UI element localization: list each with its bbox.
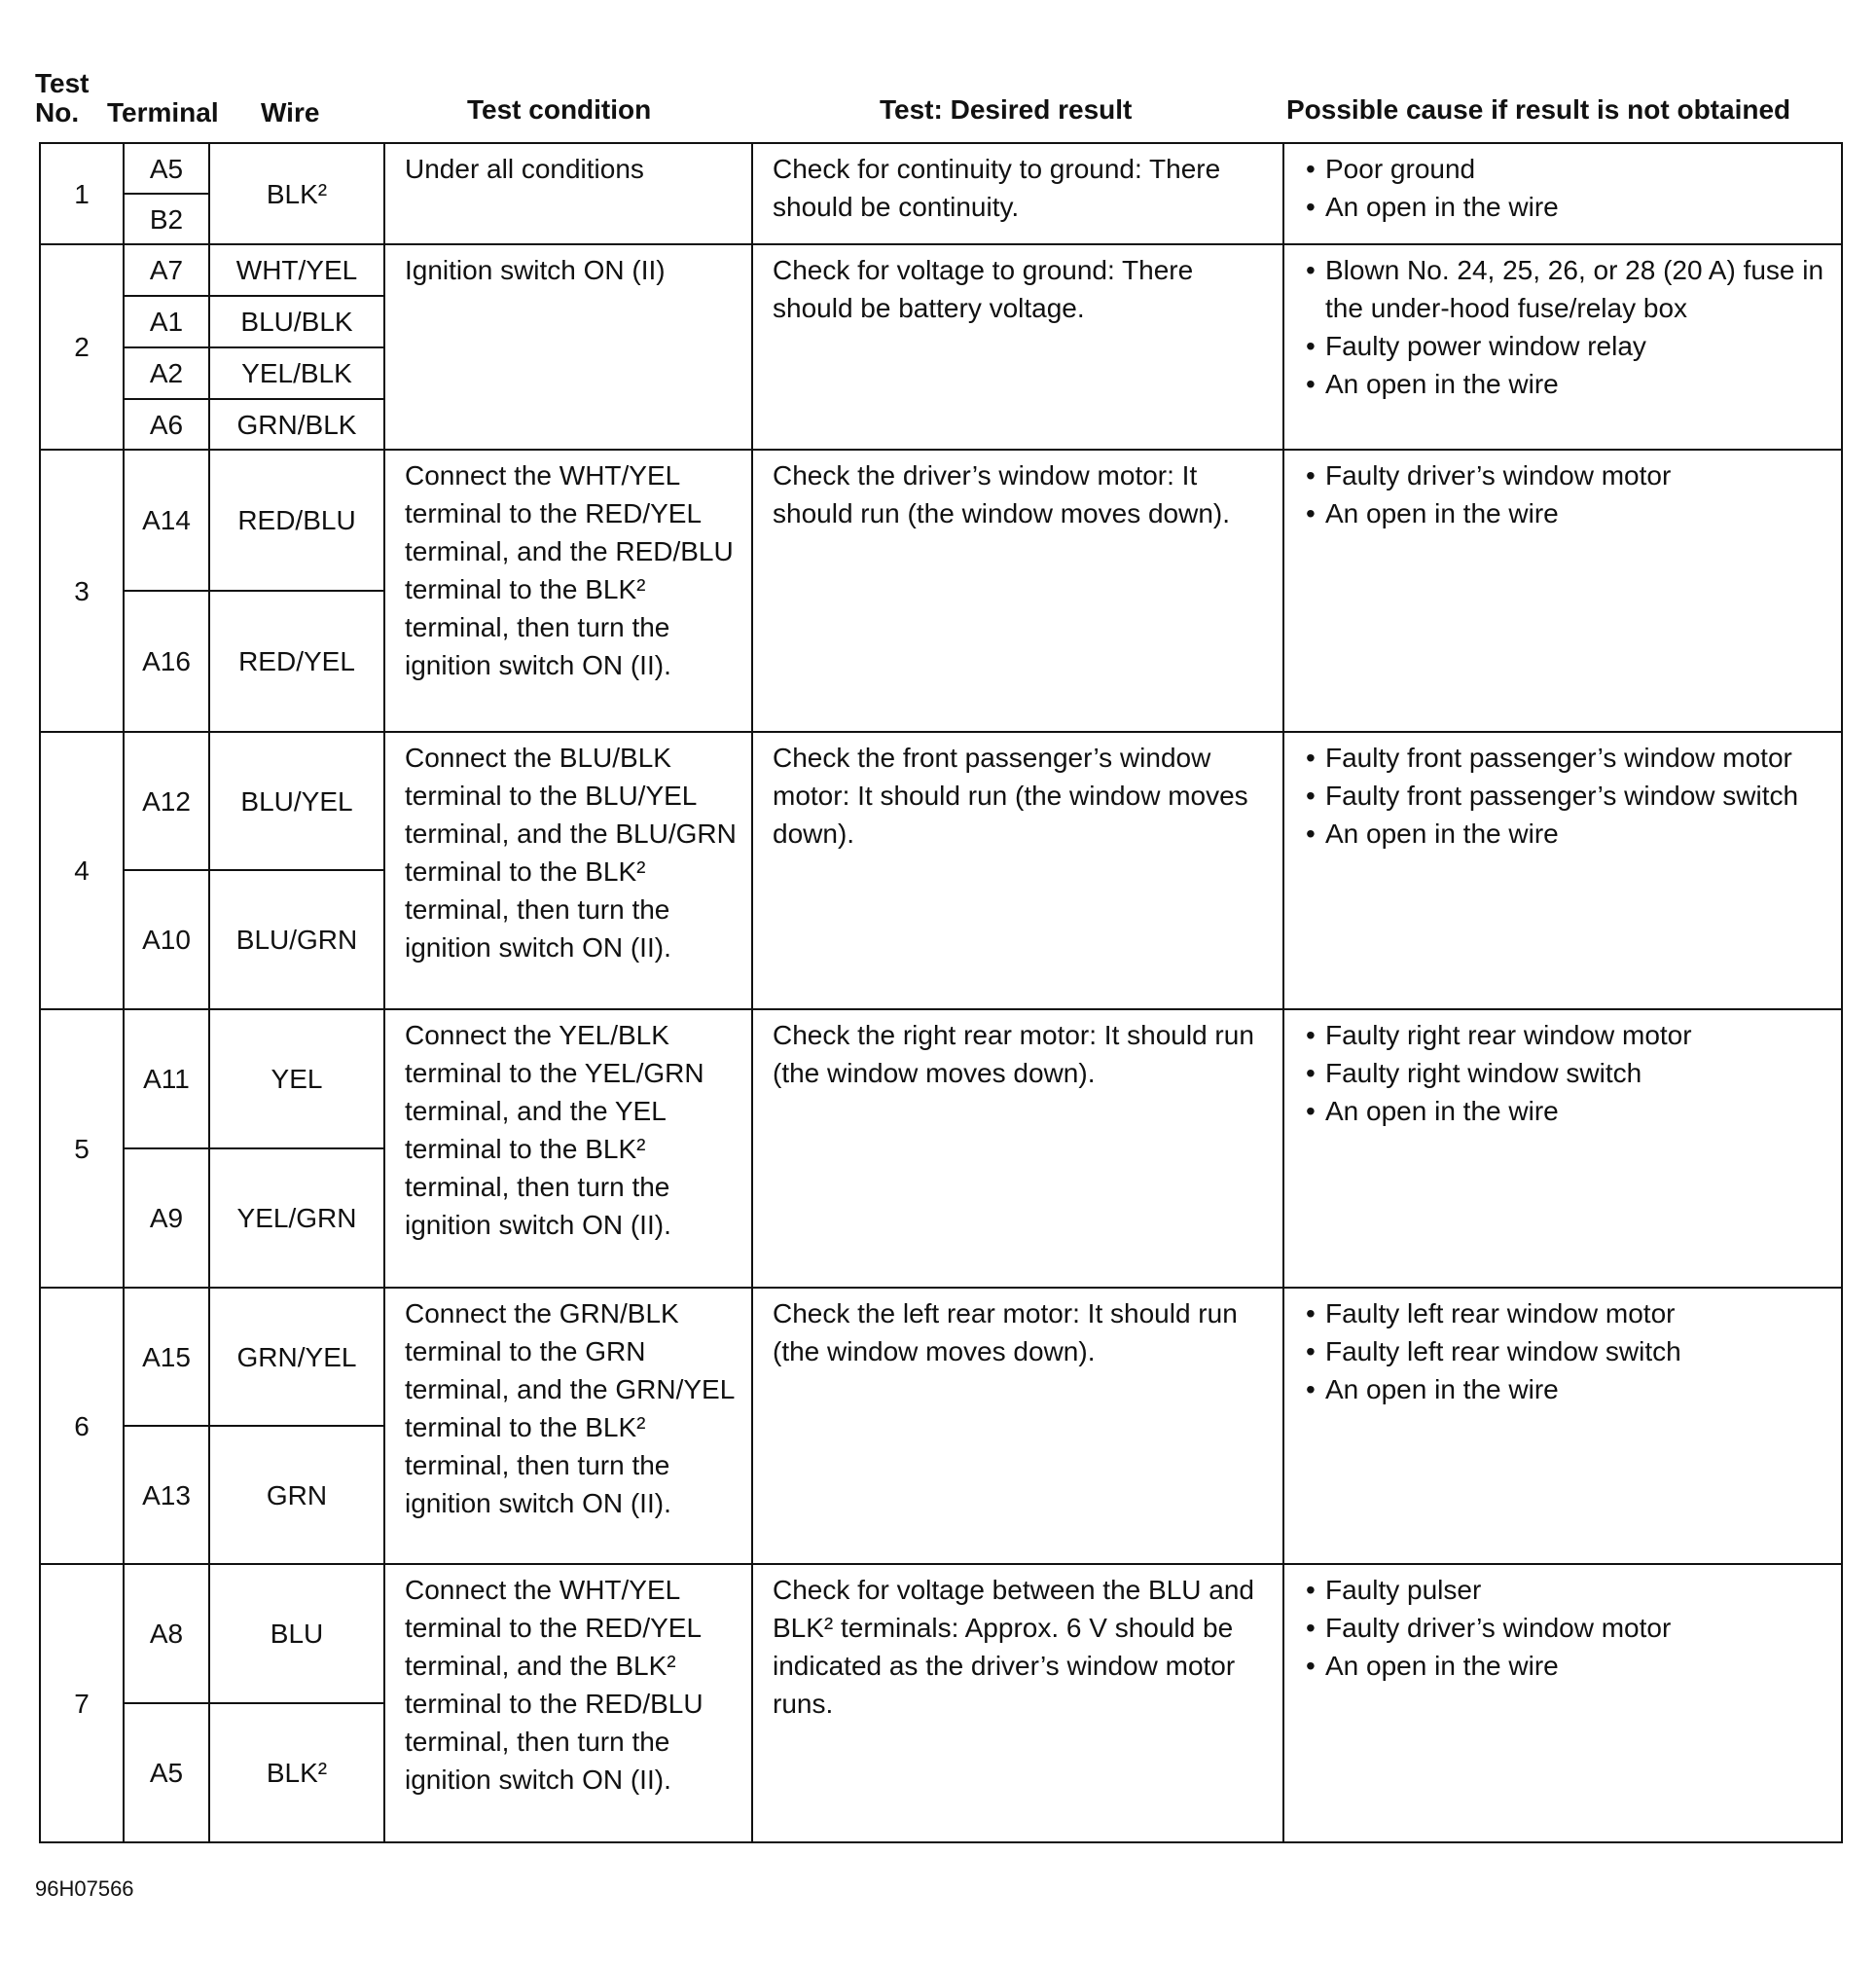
header-possible-cause: Possible cause if result is not obtained — [1286, 94, 1791, 125]
wire-cell: YEL — [209, 1009, 384, 1148]
header-test: Test — [35, 68, 90, 98]
cause-item: • Faulty right window switch — [1304, 1054, 1831, 1092]
wire-cell: BLU/BLK — [209, 296, 384, 347]
wire-cell: BLU/GRN — [209, 870, 384, 1009]
desired-result-cell: Check for voltage to ground: There should be battery voltage. — [752, 244, 1283, 450]
test-table — [39, 142, 1843, 1843]
cause-item: • Faulty left rear window motor — [1304, 1294, 1831, 1332]
possible-cause-cell — [1283, 1564, 1842, 1842]
wire-cell: WHT/YEL — [209, 244, 384, 296]
terminal-cell: B2 — [124, 194, 209, 244]
terminal-cell: A13 — [124, 1426, 209, 1564]
test-condition-cell: Connect the WHT/YEL terminal to the RED/YEL terminal, and the BLK² terminal to the RED/BLU terminal, then turn the ignition switch ON (II). — [384, 1564, 752, 1842]
cause-item: • An open in the wire — [1304, 365, 1831, 403]
test-number: 2 — [40, 244, 124, 450]
desired-result-cell: Check the left rear motor: It should run (the window moves down). — [752, 1288, 1283, 1564]
cause-item: • Faulty pulser — [1304, 1571, 1831, 1609]
wire-cell: GRN — [209, 1426, 384, 1564]
terminal-cell: A11 — [124, 1009, 209, 1148]
cause-item: • Faulty driver’s window motor — [1304, 1609, 1831, 1647]
possible-cause-cell — [1283, 244, 1842, 450]
cause-item: • Faulty front passenger’s window motor — [1304, 739, 1831, 777]
possible-cause-cell — [1283, 143, 1842, 244]
wire-cell: YEL/GRN — [209, 1148, 384, 1288]
possible-cause-cell — [1283, 1288, 1842, 1564]
terminal-cell: A2 — [124, 347, 209, 399]
cause-item: • Faulty power window relay — [1304, 327, 1831, 365]
possible-cause-cell — [1283, 732, 1842, 1009]
header-test-condition: Test condition — [467, 94, 652, 125]
wire-cell: BLU — [209, 1564, 384, 1703]
table-row — [40, 1009, 1842, 1148]
cause-item: • An open in the wire — [1304, 1647, 1831, 1685]
test-condition-cell: Connect the WHT/YEL terminal to the RED/YEL terminal, and the RED/BLU terminal to the BLK² terminal, then turn the ignition switch ON (II). — [384, 450, 752, 732]
cause-item: • Faulty driver’s window motor — [1304, 456, 1831, 494]
test-number: 5 — [40, 1009, 124, 1288]
wire-cell: GRN/BLK — [209, 399, 384, 450]
test-condition-cell: Connect the YEL/BLK terminal to the YEL/GRN terminal, and the YEL terminal to the BLK² terminal, then turn the ignition switch ON (II). — [384, 1009, 752, 1288]
table-row — [40, 143, 1842, 194]
header-no: No. — [35, 97, 80, 127]
test-number: 6 — [40, 1288, 124, 1564]
wire-cell: BLU/YEL — [209, 732, 384, 870]
desired-result-cell: Check for voltage between the BLU and BLK² terminals: Approx. 6 V should be indicated as the driver’s window motor runs. — [752, 1564, 1283, 1842]
cause-item: • An open in the wire — [1304, 188, 1831, 226]
terminal-cell: A6 — [124, 399, 209, 450]
desired-result-cell: Check the front passenger’s window motor: It should run (the window moves down). — [752, 732, 1283, 1009]
terminal-cell: A10 — [124, 870, 209, 1009]
desired-result-cell: Check the right rear motor: It should run (the window moves down). — [752, 1009, 1283, 1288]
header-terminal: Terminal — [107, 97, 219, 127]
terminal-cell: A15 — [124, 1288, 209, 1426]
desired-result-cell: Check the driver’s window motor: It should run (the window moves down). — [752, 450, 1283, 732]
cause-list — [1304, 456, 1831, 532]
test-number: 7 — [40, 1564, 124, 1842]
table-row — [40, 450, 1842, 591]
terminal-cell: A14 — [124, 450, 209, 591]
cause-list — [1304, 251, 1831, 403]
terminal-cell: A9 — [124, 1148, 209, 1288]
possible-cause-cell — [1283, 1009, 1842, 1288]
table-header — [35, 68, 1845, 138]
terminal-cell: A7 — [124, 244, 209, 296]
table-row — [40, 1564, 1842, 1703]
wire-cell: BLK² — [209, 143, 384, 244]
header-desired-result: Test: Desired result — [880, 94, 1133, 125]
wire-cell: RED/BLU — [209, 450, 384, 591]
terminal-cell: A16 — [124, 591, 209, 732]
terminal-cell: A8 — [124, 1564, 209, 1703]
cause-item: • An open in the wire — [1304, 815, 1831, 853]
terminal-cell: A5 — [124, 143, 209, 194]
cause-list — [1304, 1571, 1831, 1685]
cause-list — [1304, 150, 1831, 226]
cause-item: • Faulty left rear window switch — [1304, 1332, 1831, 1370]
test-number: 1 — [40, 143, 124, 244]
cause-item: • Poor ground — [1304, 150, 1831, 188]
cause-item: • An open in the wire — [1304, 1370, 1831, 1408]
table-row — [40, 1288, 1842, 1426]
wire-cell: YEL/BLK — [209, 347, 384, 399]
test-number: 3 — [40, 450, 124, 732]
test-condition-cell: Under all conditions — [384, 143, 752, 244]
cause-item: • An open in the wire — [1304, 1092, 1831, 1130]
terminal-cell: A1 — [124, 296, 209, 347]
desired-result-cell: Check for continuity to ground: There should be continuity. — [752, 143, 1283, 244]
cause-list — [1304, 1294, 1831, 1408]
test-number: 4 — [40, 732, 124, 1009]
cause-item: • Faulty right rear window motor — [1304, 1016, 1831, 1054]
wire-cell: GRN/YEL — [209, 1288, 384, 1426]
cause-item: • An open in the wire — [1304, 494, 1831, 532]
table-row — [40, 732, 1842, 870]
cause-list — [1304, 739, 1831, 853]
test-condition-cell: Connect the GRN/BLK terminal to the GRN terminal, and the GRN/YEL terminal to the BLK² terminal, then turn the ignition switch ON (II). — [384, 1288, 752, 1564]
figure-reference: 96H07566 — [35, 1876, 134, 1901]
cause-item: • Faulty front passenger’s window switch — [1304, 777, 1831, 815]
wire-cell: BLK² — [209, 1703, 384, 1842]
possible-cause-cell — [1283, 450, 1842, 732]
test-condition-cell: Ignition switch ON (II) — [384, 244, 752, 450]
test-condition-cell: Connect the BLU/BLK terminal to the BLU/YEL terminal, and the BLU/GRN terminal to the BLK² terminal, then turn the ignition switch ON (II). — [384, 732, 752, 1009]
terminal-cell: A5 — [124, 1703, 209, 1842]
header-wire: Wire — [261, 97, 320, 127]
cause-list — [1304, 1016, 1831, 1130]
cause-item: • Blown No. 24, 25, 26, or 28 (20 A) fuse in the under-hood fuse/relay box — [1304, 251, 1831, 327]
terminal-cell: A12 — [124, 732, 209, 870]
table-row — [40, 244, 1842, 296]
wire-cell: RED/YEL — [209, 591, 384, 732]
